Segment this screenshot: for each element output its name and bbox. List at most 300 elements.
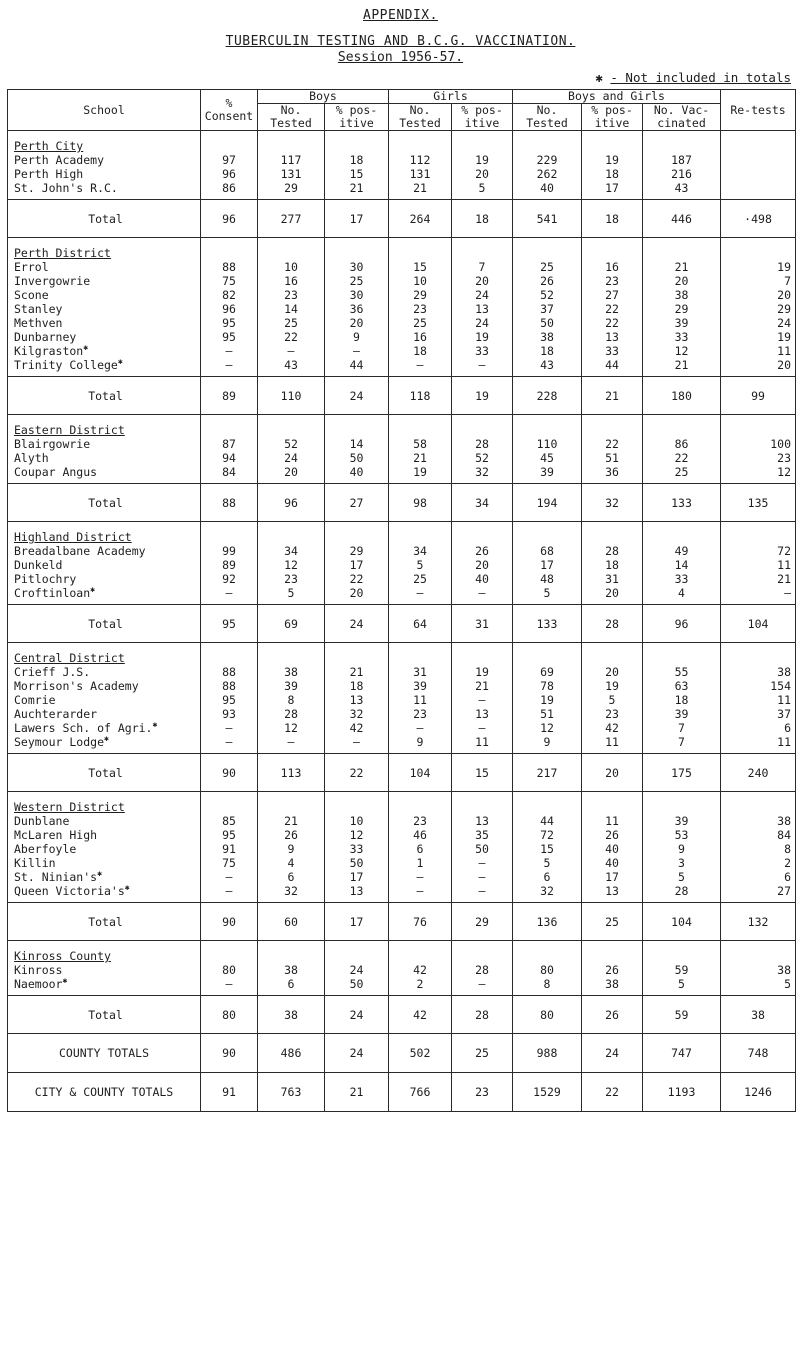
section-heading: Perth District: [14, 246, 111, 260]
column-values: [721, 131, 796, 200]
school-label: Perth Academy: [14, 153, 105, 167]
column-values: [258, 941, 325, 996]
section-block: [8, 238, 796, 377]
cell-value: 12: [540, 721, 554, 735]
heading-spacer: [724, 139, 791, 153]
cell-value: 95: [222, 693, 236, 707]
school-names-cell: [8, 238, 201, 377]
cell-value: 19: [777, 260, 792, 274]
school-label: Blairgowrie: [14, 437, 91, 451]
school-label: Seymour Lodge: [14, 735, 105, 749]
column-values: [452, 131, 513, 200]
heading-spacer: [585, 139, 639, 153]
cell-value: 19: [475, 330, 489, 344]
cell-value: 8: [543, 977, 551, 991]
cell-value: 68: [540, 544, 554, 558]
school-names-cell: [8, 522, 201, 605]
cell-value: 52: [540, 288, 554, 302]
total-value: 42: [389, 996, 452, 1034]
grand-total-value: 24: [325, 1034, 389, 1073]
cell-value: 36: [605, 465, 619, 479]
cell-value: 20: [605, 586, 619, 600]
cell-value: 39: [284, 679, 298, 693]
cell-value: 59: [674, 963, 689, 977]
school-label: St. Ninian's: [14, 870, 98, 884]
heading-spacer: [261, 423, 321, 437]
cell-value: 43: [674, 181, 689, 195]
total-value: 135: [721, 484, 796, 522]
column-values: [582, 941, 643, 996]
cell-value: 8: [287, 693, 295, 707]
col-retests: Re-tests: [721, 90, 796, 131]
column-values: [513, 415, 582, 484]
cell-value: 40: [540, 181, 554, 195]
cell-value: –: [287, 344, 295, 358]
session-line: Session 1956-57.: [337, 50, 464, 65]
cell-value: 52: [475, 451, 489, 465]
heading-spacer: [328, 651, 385, 665]
grand-total-value: 502: [389, 1034, 452, 1073]
cell-value: 13: [475, 814, 489, 828]
column-values: [201, 643, 258, 754]
heading-spacer: [328, 800, 385, 814]
cell-value: 21: [284, 814, 298, 828]
cell-value: –: [416, 358, 424, 372]
heading-spacer: [585, 246, 639, 260]
cell-value: 20: [777, 288, 792, 302]
section-heading: Perth City: [14, 139, 84, 153]
section-block: [8, 643, 796, 754]
cell-value: –: [225, 735, 233, 749]
cell-value: 58: [413, 437, 427, 451]
cell-value: 32: [284, 884, 298, 898]
cell-value: 84: [222, 465, 236, 479]
school-name: [14, 288, 197, 302]
column-values: [513, 238, 582, 377]
school-name: [14, 572, 197, 586]
column-values: [201, 792, 258, 903]
cell-value: 15: [540, 842, 554, 856]
school-names-cell: [8, 643, 201, 754]
cell-value: 50: [475, 842, 489, 856]
cell-value: 33: [674, 572, 689, 586]
cell-value: 10: [413, 274, 427, 288]
cell-value: 19: [605, 679, 619, 693]
total-label: Total: [8, 605, 201, 643]
cell-value: 89: [222, 558, 236, 572]
school-label: Naemoor: [14, 977, 63, 991]
column-values: [582, 131, 643, 200]
cell-value: 5: [543, 586, 551, 600]
cell-value: 18: [349, 153, 364, 167]
cell-value: 39: [674, 316, 689, 330]
cell-value: 9: [543, 735, 551, 749]
cell-value: 32: [475, 465, 489, 479]
total-row: [8, 903, 796, 941]
col-boys: Boys: [258, 90, 389, 104]
footnote-text: - Not included in totals: [610, 70, 791, 85]
cell-value: 38: [674, 288, 689, 302]
column-values: [721, 643, 796, 754]
column-values: [721, 522, 796, 605]
heading-spacer: [516, 246, 578, 260]
cell-value: 21: [413, 181, 427, 195]
heading-spacer: [261, 651, 321, 665]
total-value: 80: [513, 996, 582, 1034]
cell-value: –: [225, 870, 233, 884]
heading-spacer: [646, 246, 717, 260]
cell-value: 40: [605, 842, 619, 856]
cell-value: 42: [413, 963, 427, 977]
cell-value: 85: [222, 814, 236, 828]
section-block: [8, 792, 796, 903]
total-value: 38: [258, 996, 325, 1034]
asterisk-icon: ✱: [595, 70, 603, 85]
column-values: [389, 643, 452, 754]
cell-value: 6: [287, 870, 295, 884]
heading-spacer: [516, 800, 578, 814]
cell-value: 91: [222, 842, 236, 856]
column-values: [582, 238, 643, 377]
cell-value: 95: [222, 828, 236, 842]
cell-value: 28: [475, 437, 489, 451]
column-values: [258, 238, 325, 377]
cell-value: –: [416, 884, 424, 898]
cell-value: –: [416, 586, 424, 600]
cell-value: 49: [674, 544, 689, 558]
cell-value: 37: [777, 707, 792, 721]
column-values: [452, 792, 513, 903]
total-value: 26: [582, 996, 643, 1034]
heading-spacer: [328, 530, 385, 544]
column-values: [721, 792, 796, 903]
cell-value: 88: [222, 679, 236, 693]
school-name: [14, 451, 197, 465]
heading-spacer: [328, 949, 385, 963]
grand-total-value: 988: [513, 1034, 582, 1073]
cell-value: 21: [349, 181, 364, 195]
school-name: [14, 679, 197, 693]
section-block: [8, 415, 796, 484]
column-values: [389, 522, 452, 605]
cell-value: 95: [222, 330, 236, 344]
cell-value: 38: [605, 977, 619, 991]
school-label: Scone: [14, 288, 49, 302]
column-values: [258, 522, 325, 605]
heading-spacer: [585, 423, 639, 437]
total-value: 90: [201, 754, 258, 792]
total-value: 27: [325, 484, 389, 522]
cell-value: 50: [349, 977, 364, 991]
column-values: [582, 522, 643, 605]
cell-value: 3: [678, 856, 685, 870]
total-value: 96: [201, 200, 258, 238]
total-value: 104: [643, 903, 721, 941]
cell-value: 38: [284, 963, 298, 977]
cell-value: –: [478, 977, 486, 991]
school-name: [14, 344, 197, 358]
heading-spacer: [392, 530, 448, 544]
heading-spacer: [392, 651, 448, 665]
school-label: Auchterarder: [14, 707, 98, 721]
cell-value: 5: [784, 977, 792, 991]
school-label: Kinross: [14, 963, 63, 977]
total-value: 88: [201, 484, 258, 522]
total-value: 133: [643, 484, 721, 522]
column-values: [643, 238, 721, 377]
cell-value: 22: [284, 330, 298, 344]
asterisk-icon: ✱: [97, 869, 102, 878]
cell-value: 10: [284, 260, 298, 274]
col-girls-tested: No. Tested: [389, 104, 452, 131]
heading-spacer: [585, 530, 639, 544]
cell-value: 20: [349, 316, 364, 330]
school-label: Queen Victoria's: [14, 884, 125, 898]
col-all-tested: No. Tested: [513, 104, 582, 131]
cell-value: 23: [413, 814, 427, 828]
cell-value: 15: [413, 260, 427, 274]
section-heading: Eastern District: [14, 423, 125, 437]
cell-value: 23: [413, 707, 427, 721]
cell-value: 11: [777, 693, 792, 707]
school-name: [14, 358, 197, 372]
column-values: [325, 131, 389, 200]
cell-value: 29: [284, 181, 298, 195]
cell-value: 14: [349, 437, 364, 451]
school-label: St. John's R.C.: [14, 181, 118, 195]
total-value: 28: [582, 605, 643, 643]
total-value: 21: [582, 377, 643, 415]
school-name: [14, 586, 197, 600]
cell-value: 31: [413, 665, 427, 679]
cell-value: 31: [605, 572, 619, 586]
school-label: Morrison's Academy: [14, 679, 139, 693]
grand-total-value: 91: [201, 1073, 258, 1112]
school-label: Invergowrie: [14, 274, 91, 288]
cell-value: 30: [349, 260, 364, 274]
heading-spacer: [328, 423, 385, 437]
cell-value: 18: [540, 344, 554, 358]
cell-value: 23: [284, 572, 298, 586]
heading-spacer: [646, 139, 717, 153]
cell-value: 11: [777, 735, 792, 749]
cell-value: 53: [674, 828, 689, 842]
cell-value: 12: [284, 558, 298, 572]
total-label: Total: [8, 200, 201, 238]
cell-value: 11: [475, 735, 489, 749]
column-values: [452, 941, 513, 996]
cell-value: 17: [605, 181, 619, 195]
heading-spacer: [585, 949, 639, 963]
total-label: Total: [8, 996, 201, 1034]
col-all-positive: % pos- itive: [582, 104, 643, 131]
total-row: [8, 754, 796, 792]
total-value: 17: [325, 903, 389, 941]
column-values: [325, 238, 389, 377]
total-value: 99: [721, 377, 796, 415]
cell-value: 24: [349, 963, 364, 977]
column-values: [258, 643, 325, 754]
cell-value: 92: [222, 572, 236, 586]
school-names-cell: [8, 415, 201, 484]
cell-value: 38: [284, 665, 298, 679]
section-heading: Western District: [14, 800, 125, 814]
cell-value: 5: [478, 181, 486, 195]
total-value: 228: [513, 377, 582, 415]
total-value: 277: [258, 200, 325, 238]
cell-value: 8: [784, 842, 792, 856]
school-name: [14, 153, 197, 167]
cell-value: 96: [222, 167, 236, 181]
school-name: [14, 167, 197, 181]
school-label: Lawers Sch. of Agri.: [14, 721, 153, 735]
total-value: 264: [389, 200, 452, 238]
total-value: 31: [452, 605, 513, 643]
asterisk-icon: ✱: [90, 585, 95, 594]
school-label: Breadalbane Academy: [14, 544, 146, 558]
document-title: TUBERCULIN TESTING AND B.C.G. VACCINATION.: [225, 34, 576, 49]
cell-value: 229: [536, 153, 558, 167]
cell-value: 29: [349, 544, 364, 558]
cell-value: 51: [605, 451, 619, 465]
total-value: 20: [582, 754, 643, 792]
cell-value: 6: [784, 721, 792, 735]
column-values: [452, 522, 513, 605]
column-values: [389, 792, 452, 903]
grand-total-value: 90: [201, 1034, 258, 1073]
col-boys-and-girls: Boys and Girls: [513, 90, 721, 104]
cell-value: 95: [222, 316, 236, 330]
total-value: 32: [582, 484, 643, 522]
cell-value: 5: [608, 693, 616, 707]
cell-value: –: [353, 344, 360, 358]
cell-value: 78: [540, 679, 554, 693]
total-value: 194: [513, 484, 582, 522]
grand-total-value: 21: [325, 1073, 389, 1112]
school-name: [14, 856, 197, 870]
col-boys-tested: No. Tested: [258, 104, 325, 131]
cell-value: 75: [222, 274, 236, 288]
column-values: [452, 643, 513, 754]
cell-value: 25: [674, 465, 689, 479]
cell-value: 11: [777, 344, 792, 358]
total-label: Total: [8, 754, 201, 792]
cell-value: 26: [605, 963, 619, 977]
total-value: 29: [452, 903, 513, 941]
grand-total-value: 766: [389, 1073, 452, 1112]
total-row: [8, 484, 796, 522]
total-value: 446: [643, 200, 721, 238]
cell-value: 13: [475, 707, 489, 721]
column-values: [201, 941, 258, 996]
cell-value: 24: [284, 451, 298, 465]
heading-spacer: [724, 423, 791, 437]
school-label: Pitlochry: [14, 572, 77, 586]
school-name: [14, 707, 197, 721]
cell-value: 26: [540, 274, 554, 288]
cell-value: 33: [475, 344, 489, 358]
cell-value: 11: [605, 735, 619, 749]
cell-value: 34: [284, 544, 298, 558]
cell-value: 34: [413, 544, 427, 558]
heading-spacer: [724, 530, 791, 544]
school-name: [14, 884, 197, 898]
school-name: [14, 465, 197, 479]
grand-total-value: 763: [258, 1073, 325, 1112]
grand-total-value: 1246: [721, 1073, 796, 1112]
heading-spacer: [204, 139, 254, 153]
cell-value: 2: [416, 977, 424, 991]
column-values: [389, 415, 452, 484]
total-value: 175: [643, 754, 721, 792]
heading-spacer: [204, 423, 254, 437]
grand-total-value: 25: [452, 1034, 513, 1073]
cell-value: 27: [777, 884, 792, 898]
cell-value: 7: [678, 721, 685, 735]
cell-value: 16: [605, 260, 619, 274]
cell-value: 13: [475, 302, 489, 316]
cell-value: 13: [349, 884, 364, 898]
cell-value: 12: [284, 721, 298, 735]
grand-total-value: 24: [582, 1034, 643, 1073]
cell-value: 18: [413, 344, 427, 358]
heading-spacer: [328, 139, 385, 153]
cell-value: 29: [777, 302, 792, 316]
cell-value: 33: [349, 842, 364, 856]
school-label: Comrie: [14, 693, 56, 707]
school-label: Alyth: [14, 451, 49, 465]
school-label: Croftinloan: [14, 586, 91, 600]
school-name: [14, 544, 197, 558]
cell-value: 80: [540, 963, 554, 977]
cell-value: 112: [409, 153, 431, 167]
cell-value: 25: [284, 316, 298, 330]
cell-value: 20: [349, 586, 364, 600]
total-value: 15: [452, 754, 513, 792]
cell-value: 46: [413, 828, 427, 842]
section-block: [8, 131, 796, 200]
column-values: [721, 941, 796, 996]
grand-total-value: 747: [643, 1034, 721, 1073]
column-values: [513, 643, 582, 754]
cell-value: 44: [540, 814, 554, 828]
asterisk-icon: ✱: [62, 976, 68, 985]
grand-total-value: 748: [721, 1034, 796, 1073]
cell-value: –: [287, 735, 295, 749]
cell-value: 9: [678, 842, 685, 856]
column-values: [258, 415, 325, 484]
cell-value: 18: [605, 558, 619, 572]
cell-value: 38: [540, 330, 554, 344]
cell-value: 24: [475, 288, 489, 302]
cell-value: 21: [413, 451, 427, 465]
cell-value: 29: [674, 302, 689, 316]
heading-spacer: [392, 423, 448, 437]
cell-value: 25: [349, 274, 364, 288]
cell-value: –: [478, 358, 486, 372]
col-school: School: [8, 90, 201, 131]
column-values: [258, 131, 325, 200]
heading-spacer: [392, 800, 448, 814]
heading-spacer: [516, 423, 578, 437]
total-value: 17: [325, 200, 389, 238]
cell-value: 16: [284, 274, 298, 288]
asterisk-icon: ✱: [152, 720, 158, 729]
cell-value: 44: [349, 358, 364, 372]
total-label: Total: [8, 377, 201, 415]
cell-value: –: [225, 586, 233, 600]
cell-value: 6: [287, 977, 295, 991]
